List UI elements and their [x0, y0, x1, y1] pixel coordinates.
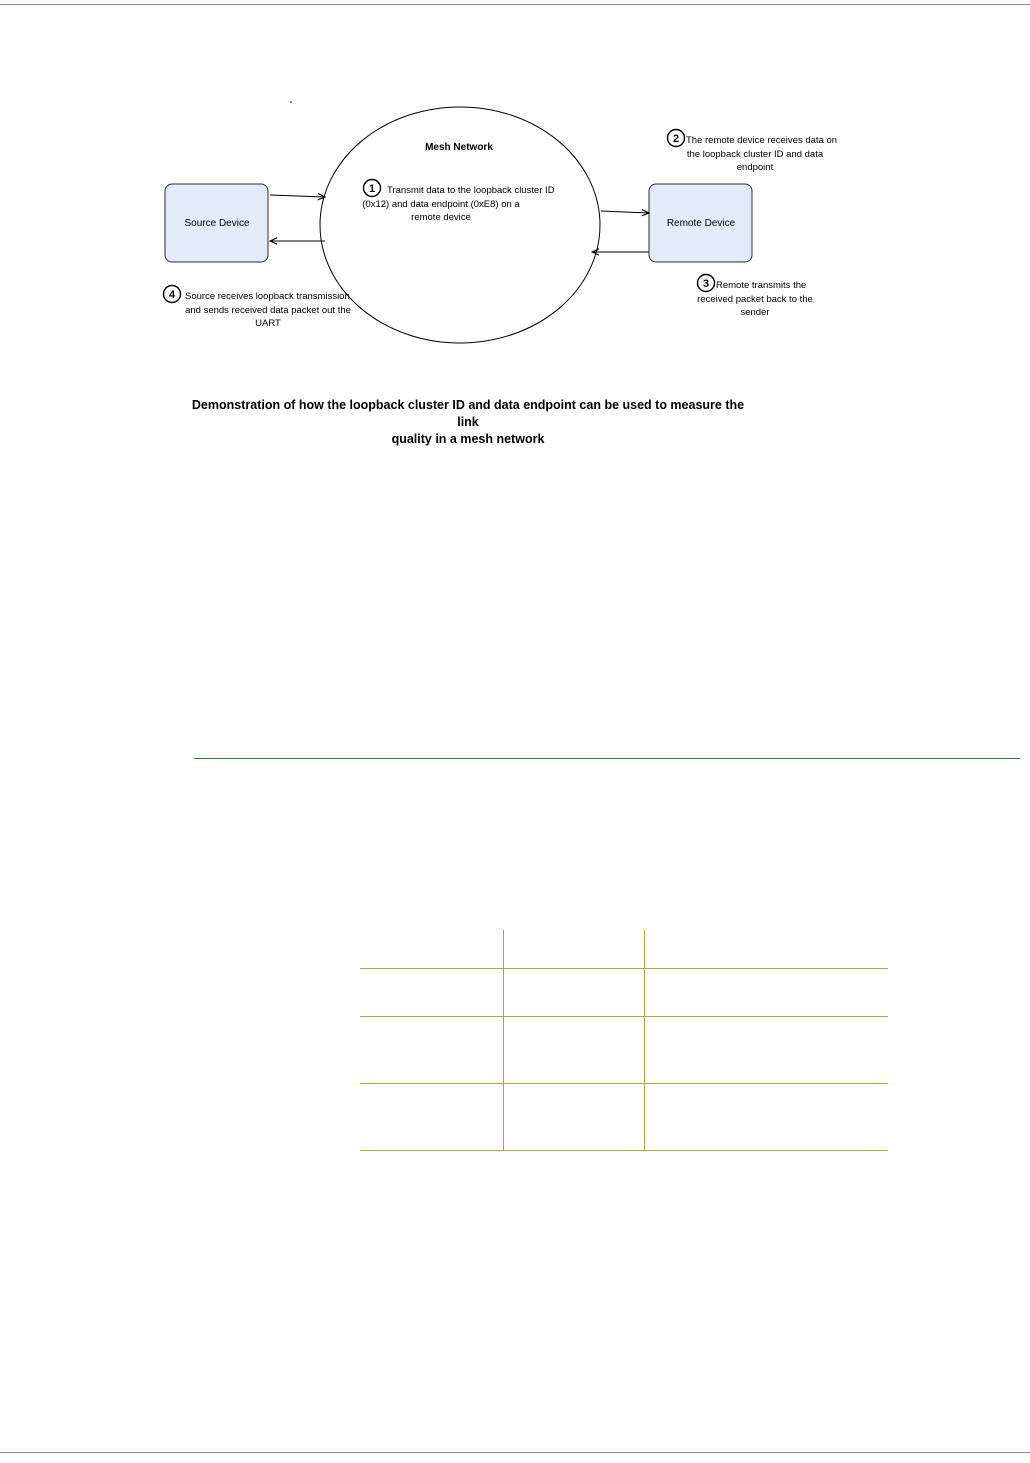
- data-table: [360, 930, 888, 1151]
- table-cell: [360, 968, 503, 1016]
- table-cell: [503, 968, 644, 1016]
- table-row: [360, 968, 888, 1016]
- figure-caption: [190, 397, 746, 448]
- table-cell: [503, 1016, 644, 1083]
- arrow-mesh-to-remote: [601, 211, 649, 213]
- step-4-line-1: Source receives loopback transmission: [185, 291, 350, 302]
- step-1-line-2: (0x12) and data endpoint (0xE8) on a: [362, 199, 520, 210]
- figure-caption-line-2: quality in a mesh network: [391, 432, 545, 446]
- table-cell: [503, 1083, 644, 1150]
- step-2: [668, 130, 838, 174]
- mesh-network-title: Mesh Network: [425, 142, 493, 153]
- step-2-line-1: The remote device receives data on: [686, 135, 838, 146]
- step-1-line-1: Transmit data to the loopback cluster ID: [387, 185, 555, 196]
- step-2-line-3: endpoint: [736, 162, 774, 173]
- step-3-line-1: Remote transmits the: [716, 280, 807, 291]
- step-4-number: 4: [168, 289, 176, 301]
- step-3-line-2: received packet back to the: [697, 294, 813, 305]
- step-4: [164, 286, 351, 330]
- arrow-source-to-mesh: [270, 195, 325, 197]
- table-cell: [644, 1083, 888, 1150]
- table-cell: [360, 1083, 503, 1150]
- step-2-line-2: the loopback cluster ID and data: [686, 149, 824, 160]
- table-header-cell: [503, 930, 644, 968]
- step-1-line-3: remote device: [411, 212, 471, 223]
- table-cell: [644, 968, 888, 1016]
- step-4-line-3: UART: [255, 318, 281, 329]
- table-cell: [644, 1016, 888, 1083]
- section-divider: [194, 758, 1020, 759]
- page-bottom-rule: [0, 1452, 1030, 1453]
- remote-device-label: Remote Device: [666, 218, 736, 229]
- table-row: [360, 1083, 888, 1150]
- stray-dot: [290, 101, 292, 103]
- figure-caption-line-1: Demonstration of how the loopback cluster ID and data endpoint can be used to measure the link: [191, 398, 745, 429]
- table-row: [360, 1016, 888, 1083]
- table-header-row: [360, 930, 888, 968]
- loopback-diagram: [0, 0, 1030, 440]
- step-3: [697, 275, 813, 319]
- step-3-line-3: sender: [740, 307, 770, 318]
- table-cell: [360, 1016, 503, 1083]
- table-header-cell: [644, 930, 888, 968]
- step-2-number: 2: [672, 133, 680, 145]
- step-3-number: 3: [702, 278, 710, 290]
- data-table-container: [360, 930, 888, 1150]
- source-device-label: Source Device: [184, 218, 250, 229]
- step-1-number: 1: [368, 183, 376, 195]
- step-4-line-2: and sends received data packet out the: [185, 305, 351, 316]
- table-header-cell: [360, 930, 503, 968]
